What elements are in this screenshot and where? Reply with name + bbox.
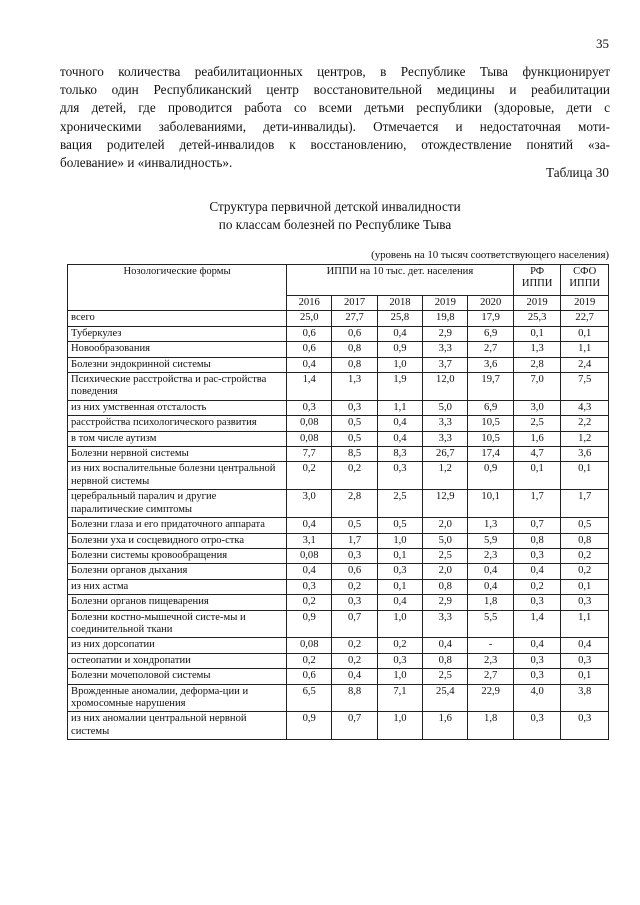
table-row: [68, 431, 609, 446]
row-value: 2,7: [468, 342, 513, 357]
row-value: 2,9: [423, 326, 468, 341]
row-value: 5,0: [423, 400, 468, 415]
row-value: 2,5: [423, 669, 468, 684]
row-value: 0,5: [561, 518, 609, 533]
row-name: Болезни органов пищеварения: [68, 595, 287, 610]
row-value: 0,3: [561, 653, 609, 668]
row-value: 0,1: [377, 579, 422, 594]
row-value: 1,2: [423, 462, 468, 490]
row-name: Болезни эндокринной системы: [68, 357, 287, 372]
row-value: 2,5: [513, 416, 561, 431]
row-value: 8,3: [377, 447, 422, 462]
row-value: 1,7: [561, 490, 609, 518]
header-year: 2019: [423, 296, 468, 311]
row-value: 0,7: [332, 610, 377, 638]
row-value: 6,9: [468, 400, 513, 415]
row-value: 0,9: [287, 610, 332, 638]
row-value: 17,4: [468, 447, 513, 462]
row-value: 0,3: [513, 653, 561, 668]
row-value: 0,08: [287, 548, 332, 563]
header-sfo: СФО ИППИ: [561, 265, 609, 296]
row-value: 0,2: [561, 548, 609, 563]
row-value: 7,0: [513, 373, 561, 401]
row-value: 2,8: [513, 357, 561, 372]
row-value: 1,9: [377, 373, 422, 401]
table-row: [68, 653, 609, 668]
row-name: Туберкулез: [68, 326, 287, 341]
row-value: 0,3: [561, 712, 609, 740]
table-label: Таблица 30: [546, 165, 609, 180]
row-value: 1,6: [513, 431, 561, 446]
paragraph-line: вация родителей детей-инвалидов к восстановлению, отождествление понятий «за-: [60, 136, 610, 152]
header-year: 2018: [377, 296, 422, 311]
row-value: 0,4: [332, 669, 377, 684]
row-name: из них астма: [68, 579, 287, 594]
row-value: 0,3: [332, 595, 377, 610]
row-value: 1,0: [377, 610, 422, 638]
table-body: [68, 311, 609, 740]
row-value: 1,0: [377, 533, 422, 548]
unit-note: (уровень на 10 тысяч соответствующего населения): [371, 249, 609, 261]
row-value: -: [468, 638, 513, 653]
row-value: 3,0: [287, 490, 332, 518]
row-value: 0,4: [423, 638, 468, 653]
row-value: 3,3: [423, 610, 468, 638]
row-value: 2,4: [561, 357, 609, 372]
table-row: [68, 638, 609, 653]
row-value: 0,2: [513, 579, 561, 594]
row-value: 1,3: [468, 518, 513, 533]
body-paragraph: [60, 63, 610, 172]
row-value: 2,3: [468, 653, 513, 668]
row-value: 0,5: [332, 431, 377, 446]
paragraph-line: болевание» и «инвалидность».: [60, 155, 233, 171]
row-value: 2,5: [423, 548, 468, 563]
row-value: 7,5: [561, 373, 609, 401]
row-value: 2,8: [332, 490, 377, 518]
row-value: 3,3: [423, 431, 468, 446]
row-value: 3,3: [423, 416, 468, 431]
row-name: из них умственная отсталость: [68, 400, 287, 415]
row-value: 1,1: [561, 610, 609, 638]
row-value: 2,5: [377, 490, 422, 518]
row-value: 10,1: [468, 490, 513, 518]
row-value: 1,0: [377, 669, 422, 684]
row-value: 19,7: [468, 373, 513, 401]
row-value: 1,8: [468, 712, 513, 740]
row-value: 0,3: [513, 712, 561, 740]
row-value: 0,9: [287, 712, 332, 740]
row-name: Болезни глаза и его придаточного аппарата: [68, 518, 287, 533]
header-year: 2017: [332, 296, 377, 311]
row-value: 0,8: [561, 533, 609, 548]
row-value: 12,0: [423, 373, 468, 401]
header-rf: РФ ИППИ: [513, 265, 561, 296]
row-value: 3,6: [561, 447, 609, 462]
table-row: [68, 342, 609, 357]
row-name: всего: [68, 311, 287, 326]
row-value: 6,5: [287, 684, 332, 712]
table-row: [68, 326, 609, 341]
header-year: 2020: [468, 296, 513, 311]
row-value: 0,1: [513, 326, 561, 341]
row-value: 3,6: [468, 357, 513, 372]
row-value: 0,3: [513, 595, 561, 610]
row-value: 2,3: [468, 548, 513, 563]
row-value: 0,6: [332, 326, 377, 341]
row-value: 0,4: [377, 416, 422, 431]
row-value: 0,4: [377, 431, 422, 446]
row-value: 4,0: [513, 684, 561, 712]
row-value: 0,08: [287, 416, 332, 431]
table-row: [68, 684, 609, 712]
row-value: 0,1: [561, 579, 609, 594]
table-row: [68, 610, 609, 638]
row-value: 0,3: [377, 564, 422, 579]
table-row: [68, 595, 609, 610]
row-name: расстройства психологического развития: [68, 416, 287, 431]
row-value: 0,2: [377, 638, 422, 653]
row-value: 1,7: [332, 533, 377, 548]
table-row: [68, 373, 609, 401]
row-value: 1,3: [332, 373, 377, 401]
row-value: 0,4: [377, 326, 422, 341]
row-value: 0,3: [513, 669, 561, 684]
row-value: 3,7: [423, 357, 468, 372]
row-value: 0,1: [561, 669, 609, 684]
row-value: 7,7: [287, 447, 332, 462]
row-value: 25,4: [423, 684, 468, 712]
row-value: 0,4: [377, 595, 422, 610]
row-value: 5,5: [468, 610, 513, 638]
table-row: [68, 669, 609, 684]
header-year: 2016: [287, 296, 332, 311]
paragraph-line: только один Республиканский центр восстановительной медицины и реабилитации: [60, 82, 610, 98]
row-value: 3,0: [513, 400, 561, 415]
table-title-line: Структура первичной детской инвалидности: [209, 199, 461, 214]
row-name: Болезни костно-мышечной систе-мы и соединительной ткани: [68, 610, 287, 638]
row-value: 0,2: [332, 462, 377, 490]
row-value: 0,2: [332, 579, 377, 594]
row-value: 1,2: [561, 431, 609, 446]
row-value: 0,08: [287, 431, 332, 446]
row-value: 0,9: [468, 462, 513, 490]
row-value: 0,6: [287, 342, 332, 357]
row-value: 0,8: [423, 579, 468, 594]
row-value: 0,2: [287, 462, 332, 490]
row-name: Новообразования: [68, 342, 287, 357]
row-value: 0,3: [332, 548, 377, 563]
row-value: 0,1: [513, 462, 561, 490]
row-value: 0,2: [287, 595, 332, 610]
row-value: 0,5: [332, 416, 377, 431]
row-value: 25,3: [513, 311, 561, 326]
table-row: [68, 490, 609, 518]
row-value: 0,6: [287, 669, 332, 684]
row-value: 0,4: [513, 638, 561, 653]
header-nosology: Нозологические формы: [68, 265, 287, 311]
row-value: 0,5: [377, 518, 422, 533]
row-value: 0,3: [513, 548, 561, 563]
row-value: 25,8: [377, 311, 422, 326]
row-name: Болезни уха и сосцевидного отро-стка: [68, 533, 287, 548]
row-value: 1,8: [468, 595, 513, 610]
row-value: 1,0: [377, 712, 422, 740]
row-value: 22,9: [468, 684, 513, 712]
row-name: Врожденные аномалии, деформа-ции и хромосомные нарушения: [68, 684, 287, 712]
row-value: 0,1: [377, 548, 422, 563]
row-value: 0,2: [332, 653, 377, 668]
row-value: 0,8: [332, 357, 377, 372]
row-value: 0,3: [287, 579, 332, 594]
row-value: 1,3: [513, 342, 561, 357]
row-value: 7,1: [377, 684, 422, 712]
row-value: 0,08: [287, 638, 332, 653]
header-ippi-group: ИППИ на 10 тыс. дет. населения: [287, 265, 514, 296]
row-value: 0,8: [423, 653, 468, 668]
row-value: 2,9: [423, 595, 468, 610]
table-row: [68, 416, 609, 431]
row-value: 6,9: [468, 326, 513, 341]
table-header-row: [68, 265, 609, 296]
table-row: [68, 548, 609, 563]
row-value: 2,2: [561, 416, 609, 431]
row-name: из них воспалительные болезни центральной нервной системы: [68, 462, 287, 490]
row-name: Болезни системы кровообращения: [68, 548, 287, 563]
row-name: Болезни органов дыхания: [68, 564, 287, 579]
row-value: 22,7: [561, 311, 609, 326]
row-value: 2,0: [423, 564, 468, 579]
row-value: 3,3: [423, 342, 468, 357]
table-row: [68, 357, 609, 372]
row-value: 19,8: [423, 311, 468, 326]
table-row: [68, 311, 609, 326]
page-number: 35: [596, 36, 609, 51]
row-value: 4,3: [561, 400, 609, 415]
row-value: 2,7: [468, 669, 513, 684]
row-value: 8,8: [332, 684, 377, 712]
row-value: 0,4: [513, 564, 561, 579]
row-value: 0,3: [377, 462, 422, 490]
row-name: из них дорсопатии: [68, 638, 287, 653]
disability-table: [67, 264, 609, 740]
row-name: в том числе аутизм: [68, 431, 287, 446]
header-year-sfo: 2019: [561, 296, 609, 311]
row-value: 0,8: [332, 342, 377, 357]
row-value: 1,4: [287, 373, 332, 401]
table-title-line: по классам болезней по Республике Тыва: [218, 217, 452, 232]
row-value: 0,6: [287, 326, 332, 341]
table-row: [68, 400, 609, 415]
row-value: 0,8: [513, 533, 561, 548]
paragraph-line: хроническими заболеваниями, дети-инвалиды). Отмечается и недостаточная моти-: [60, 118, 610, 134]
row-value: 0,5: [332, 518, 377, 533]
row-value: 0,3: [287, 400, 332, 415]
row-name: Психические расстройства и рас-стройства поведения: [68, 373, 287, 401]
row-name: остеопатии и хондропатии: [68, 653, 287, 668]
row-value: 0,7: [332, 712, 377, 740]
row-value: 10,5: [468, 431, 513, 446]
row-value: 10,5: [468, 416, 513, 431]
table-row: [68, 533, 609, 548]
row-value: 26,7: [423, 447, 468, 462]
row-value: 5,0: [423, 533, 468, 548]
row-value: 5,9: [468, 533, 513, 548]
row-value: 1,7: [513, 490, 561, 518]
row-value: 0,2: [332, 638, 377, 653]
row-value: 1,0: [377, 357, 422, 372]
row-value: 0,3: [377, 653, 422, 668]
row-value: 1,4: [513, 610, 561, 638]
table-title: [60, 198, 610, 234]
row-value: 0,4: [468, 564, 513, 579]
row-value: 8,5: [332, 447, 377, 462]
table-row: [68, 579, 609, 594]
row-value: 2,0: [423, 518, 468, 533]
row-value: 27,7: [332, 311, 377, 326]
row-value: 0,4: [287, 564, 332, 579]
row-value: 4,7: [513, 447, 561, 462]
row-name: из них аномалии центральной нервной системы: [68, 712, 287, 740]
row-value: 0,4: [468, 579, 513, 594]
row-value: 0,1: [561, 462, 609, 490]
row-value: 0,4: [287, 357, 332, 372]
row-value: 0,1: [561, 326, 609, 341]
header-year-rf: 2019: [513, 296, 561, 311]
row-value: 25,0: [287, 311, 332, 326]
row-value: 0,6: [332, 564, 377, 579]
table-row: [68, 564, 609, 579]
row-value: 0,4: [561, 638, 609, 653]
table-row: [68, 712, 609, 740]
row-name: Болезни мочеполовой системы: [68, 669, 287, 684]
table-row: [68, 518, 609, 533]
row-name: церебральный паралич и другие паралитические симптомы: [68, 490, 287, 518]
row-value: 1,6: [423, 712, 468, 740]
table-row: [68, 447, 609, 462]
row-name: Болезни нервной системы: [68, 447, 287, 462]
row-value: 1,1: [561, 342, 609, 357]
row-value: 3,8: [561, 684, 609, 712]
row-value: 1,1: [377, 400, 422, 415]
row-value: 0,3: [332, 400, 377, 415]
row-value: 0,3: [561, 595, 609, 610]
row-value: 0,2: [287, 653, 332, 668]
row-value: 0,4: [287, 518, 332, 533]
row-value: 3,1: [287, 533, 332, 548]
table-row: [68, 462, 609, 490]
row-value: 17,9: [468, 311, 513, 326]
paragraph-line: для детей, где проводится работа со всеми детьми республики (здоровые, дети с: [60, 100, 610, 116]
row-value: 12,9: [423, 490, 468, 518]
row-value: 0,7: [513, 518, 561, 533]
row-value: 0,2: [561, 564, 609, 579]
paragraph-line: точного количества реабилитационных центров, в Республике Тыва функционирует: [60, 64, 610, 79]
row-value: 0,9: [377, 342, 422, 357]
